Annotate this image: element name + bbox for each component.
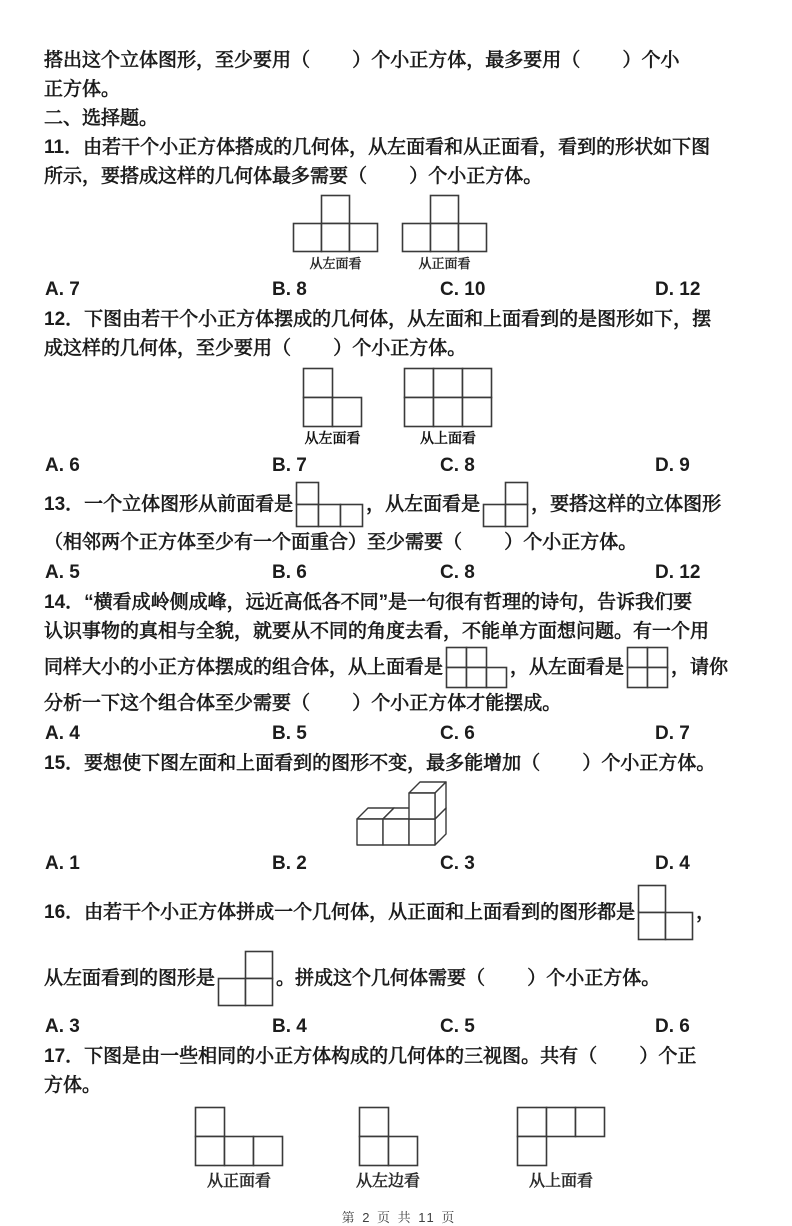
q11-option-a: A. 7 xyxy=(45,279,80,300)
q11-left-view-diagram xyxy=(292,194,379,253)
q17-top-view-diagram xyxy=(516,1106,606,1167)
q12-line-2: 成这样的几何体，至少要用（ ）个小正方体。 xyxy=(44,338,467,359)
q13-option-c: C. 8 xyxy=(440,562,475,583)
q15-line-1: 15．要想使下图左面和上面看到的图形不变，最多能增加（ ）个小正方体。 xyxy=(44,753,716,774)
intro-line-1: 搭出这个立体图形，至少要用（ ）个小正方体，最多要用（ ）个小 xyxy=(44,50,680,71)
q13-option-b: B. 6 xyxy=(272,562,307,583)
q12-line-1: 12．下图由若干个小正方体摆成的几何体，从左面和上面看到的是图形如下，摆 xyxy=(44,309,712,330)
q13-left-view-diagram xyxy=(482,481,529,528)
q12-options xyxy=(44,451,754,480)
q17-front-view-diagram xyxy=(194,1106,284,1167)
q17-front-view-label: 从正面看 xyxy=(206,1173,271,1190)
q16-text-4: 。拼成这个几何体需要（ ）个小正方体。 xyxy=(276,967,661,989)
q12-option-b: B. 7 xyxy=(272,455,307,476)
q14-option-a: A. 4 xyxy=(45,723,80,744)
q13-text-1: 13．一个立体图形从前面看是 xyxy=(44,494,294,515)
q16-option-a: A. 3 xyxy=(45,1016,80,1037)
q16-option-d: D. 6 xyxy=(655,1016,690,1037)
q17-top-view-figure xyxy=(516,1106,606,1193)
q16-text-2: ， xyxy=(696,901,716,923)
q12-left-view-diagram xyxy=(302,367,363,428)
q11-front-view-diagram xyxy=(401,194,488,253)
q15-option-b: B. 2 xyxy=(272,853,307,874)
q17-line-1: 17．下图是由一些相同的小正方体构成的几何体的三视图。共有（ ）个正 xyxy=(44,1046,697,1067)
q14-text-2: ，从左面看是 xyxy=(510,657,625,678)
q13-text-2: ，从左面看是 xyxy=(366,494,481,515)
q11-diagrams xyxy=(292,194,754,272)
q16-text-1: 16．由若干个小正方体拼成一个几何体，从正面和上面看到的图形都是 xyxy=(44,901,636,923)
q11-line-2: 所示，要搭成这样的几何体最多需要（ ）个小正方体。 xyxy=(44,166,543,187)
q15-option-c: C. 3 xyxy=(440,853,475,874)
q13-line-2: （相邻两个正方体至少有一个面重合）至少需要（ ）个小正方体。 xyxy=(44,532,638,553)
q12-left-view-figure xyxy=(302,367,363,447)
q14-left-view-diagram xyxy=(626,646,669,689)
q16-options xyxy=(44,1012,754,1041)
q15-cube-stack-figure xyxy=(355,780,448,847)
q15-diagram-row xyxy=(355,780,754,847)
q12-option-d: D. 9 xyxy=(655,455,690,476)
q14-line-2: 认识事物的真相与全貌，就要从不同的角度去看，不能单方面想问题。有一个用 xyxy=(44,621,710,642)
q16-line-2 xyxy=(44,945,754,1011)
q13-option-d: D. 12 xyxy=(655,562,701,583)
q14-text-3: ，请你 xyxy=(671,657,729,678)
q12-top-view-label: 从上面看 xyxy=(420,430,476,446)
q12-diagrams xyxy=(302,367,754,447)
q12-option-c: C. 8 xyxy=(440,455,475,476)
q16-front-top-view-diagram xyxy=(637,884,694,941)
q14-option-c: C. 6 xyxy=(440,723,475,744)
intro-line-2: 正方体。 xyxy=(44,79,121,100)
q17-left-view-label: 从左边看 xyxy=(356,1173,421,1190)
q12-top-view-figure xyxy=(403,367,493,447)
q17-front-view-figure xyxy=(194,1106,284,1193)
q16-option-b: B. 4 xyxy=(272,1016,307,1037)
q13-line-1 xyxy=(44,481,754,528)
q14-option-d: D. 7 xyxy=(655,723,690,744)
section-title: 二、选择题。 xyxy=(44,108,159,129)
q13-options xyxy=(44,558,754,587)
q11-option-b: B. 8 xyxy=(272,279,307,300)
q11-option-d: D. 12 xyxy=(655,279,701,300)
q14-option-b: B. 5 xyxy=(272,723,307,744)
q11-options xyxy=(44,275,754,304)
q11-option-c: C. 10 xyxy=(440,279,486,300)
q17-diagrams xyxy=(194,1106,754,1193)
q14-options xyxy=(44,719,754,748)
q11-line-1: 11．由若干个小正方体搭成的几何体，从左面看和从正面看，看到的形状如下图 xyxy=(44,137,711,158)
q14-line-4: 分析一下这个组合体至少需要（ ）个小正方体才能摆成。 xyxy=(44,693,562,714)
page-footer: 第 2 页 共 11 页 xyxy=(341,1210,457,1225)
q16-text-3: 从左面看到的图形是 xyxy=(44,967,216,989)
q15-option-d: D. 4 xyxy=(655,853,690,874)
q16-line-1 xyxy=(44,879,754,945)
q14-top-view-diagram xyxy=(445,646,508,689)
q17-line-2: 方体。 xyxy=(44,1075,102,1096)
q14-line-3 xyxy=(44,646,754,689)
q14-line-1: 14．“横看成岭侧成峰，远近高低各不同”是一句很有哲理的诗句，告诉我们要 xyxy=(44,592,693,613)
q17-left-view-diagram xyxy=(358,1106,419,1167)
q15-option-a: A. 1 xyxy=(45,853,80,874)
q16-option-c: C. 5 xyxy=(440,1016,475,1037)
q12-top-view-diagram xyxy=(403,367,493,428)
q11-front-view-label: 从正面看 xyxy=(418,256,471,271)
q13-option-a: A. 5 xyxy=(45,562,80,583)
q13-front-view-diagram xyxy=(295,481,364,528)
q12-left-view-label: 从左面看 xyxy=(304,430,361,446)
q12-option-a: A. 6 xyxy=(45,455,80,476)
q16-left-view-diagram xyxy=(217,950,274,1007)
q13-text-3: ，要搭这样的立体图形 xyxy=(531,494,722,515)
q14-text-1: 同样大小的小正方体摆成的组合体，从上面看是 xyxy=(44,657,444,678)
q17-left-view-figure xyxy=(356,1106,420,1193)
q11-left-view-figure xyxy=(292,194,379,272)
q17-top-view-label: 从上面看 xyxy=(529,1173,594,1190)
q15-options xyxy=(44,849,754,878)
q11-front-view-figure xyxy=(401,194,488,272)
q11-left-view-label: 从左面看 xyxy=(309,256,362,271)
